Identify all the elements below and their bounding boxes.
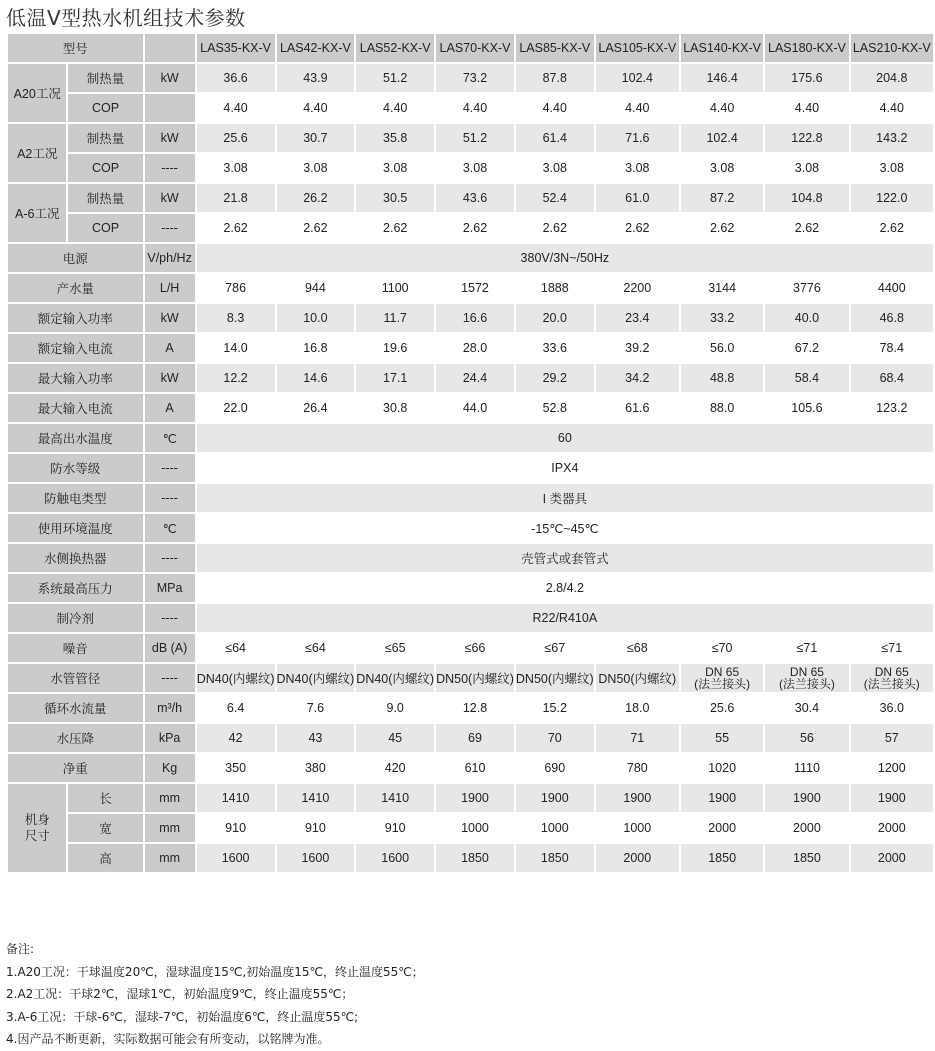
notes-section	[6, 938, 424, 1051]
value-cell: 102.4	[681, 124, 763, 152]
value-cell: 4.40	[596, 94, 679, 122]
table-row	[8, 694, 933, 722]
value-cell: 1888	[516, 274, 594, 302]
row-unit: MPa	[145, 574, 195, 602]
value-cell: 350	[197, 754, 275, 782]
model-name: LAS210-KX-V	[851, 34, 933, 62]
value-cell: 786	[197, 274, 275, 302]
value-cell: 2000	[851, 844, 933, 872]
value-cell: 42	[197, 724, 275, 752]
row-label: 额定输入电流	[8, 334, 143, 362]
merged-value-cell: R22/R410A	[197, 604, 933, 632]
row-unit: ----	[145, 544, 195, 572]
value-cell: 1850	[765, 844, 848, 872]
value-cell: 19.6	[356, 334, 434, 362]
value-cell: 33.6	[516, 334, 594, 362]
value-cell: 1900	[765, 784, 848, 812]
row-label: 最大输入功率	[8, 364, 143, 392]
value-cell: 1410	[356, 784, 434, 812]
value-cell: ≤66	[436, 634, 514, 662]
row-label: 噪音	[8, 634, 143, 662]
value-cell: DN 65 (法兰接头)	[851, 664, 933, 692]
value-cell: 7.6	[277, 694, 355, 722]
table-row	[8, 664, 933, 692]
value-cell: 40.0	[765, 304, 848, 332]
value-cell: 204.8	[851, 64, 933, 92]
value-cell: 55	[681, 724, 763, 752]
value-cell: 30.4	[765, 694, 848, 722]
value-cell: DN40(内螺纹)	[356, 664, 434, 692]
row-label: 使用环境温度	[8, 514, 143, 542]
row-unit: ----	[145, 454, 195, 482]
value-cell: 56.0	[681, 334, 763, 362]
value-cell: 26.2	[277, 184, 355, 212]
value-cell: 2000	[765, 814, 848, 842]
value-cell: 4.40	[765, 94, 848, 122]
row-unit: mm	[145, 784, 195, 812]
value-cell: 4400	[851, 274, 933, 302]
value-cell: 51.2	[356, 64, 434, 92]
merged-value-cell: 壳管式或套管式	[197, 544, 933, 572]
value-cell: 3.08	[277, 154, 355, 182]
value-cell: 3.08	[436, 154, 514, 182]
value-cell: DN 65 (法兰接头)	[681, 664, 763, 692]
value-cell: 58.4	[765, 364, 848, 392]
row-unit: Kg	[145, 754, 195, 782]
value-cell: 46.8	[851, 304, 933, 332]
row-unit: A	[145, 334, 195, 362]
value-cell: 61.0	[596, 184, 679, 212]
value-cell: 21.8	[197, 184, 275, 212]
value-cell: DN50(内螺纹)	[516, 664, 594, 692]
value-cell: ≤71	[851, 634, 933, 662]
value-cell: 1600	[277, 844, 355, 872]
model-name: LAS35-KX-V	[197, 34, 275, 62]
row-label: 额定输入功率	[8, 304, 143, 332]
row-unit: m³/h	[145, 694, 195, 722]
value-cell: 2.62	[596, 214, 679, 242]
spec-table	[6, 32, 935, 874]
row-label: 水压降	[8, 724, 143, 752]
value-cell: 4.40	[197, 94, 275, 122]
value-cell: 87.2	[681, 184, 763, 212]
row-label: 制冷剂	[8, 604, 143, 632]
value-cell: 25.6	[681, 694, 763, 722]
value-cell: 26.4	[277, 394, 355, 422]
unit-header	[145, 34, 195, 62]
value-cell: 12.8	[436, 694, 514, 722]
value-cell: 61.6	[596, 394, 679, 422]
table-row	[8, 424, 933, 452]
value-cell: 2.62	[851, 214, 933, 242]
table-row	[8, 544, 933, 572]
row-unit: kW	[145, 304, 195, 332]
value-cell: 18.0	[596, 694, 679, 722]
row-unit: kW	[145, 64, 195, 92]
value-cell: 52.4	[516, 184, 594, 212]
model-name: LAS180-KX-V	[765, 34, 848, 62]
row-label: COP	[68, 214, 142, 242]
dimensions-group-label: 机身 尺寸	[8, 784, 66, 872]
table-row	[8, 574, 933, 602]
value-cell: 1110	[765, 754, 848, 782]
value-cell: DN40(内螺纹)	[277, 664, 355, 692]
value-cell: 36.6	[197, 64, 275, 92]
value-cell: 910	[277, 814, 355, 842]
value-cell: 45	[356, 724, 434, 752]
value-cell: 2.62	[277, 214, 355, 242]
value-cell: 30.8	[356, 394, 434, 422]
value-cell: 34.2	[596, 364, 679, 392]
value-cell: 3.08	[516, 154, 594, 182]
row-unit: ℃	[145, 514, 195, 542]
row-unit: dB (A)	[145, 634, 195, 662]
row-unit: mm	[145, 844, 195, 872]
value-cell: 143.2	[851, 124, 933, 152]
table-row	[8, 244, 933, 272]
value-cell: 29.2	[516, 364, 594, 392]
value-cell: ≤64	[277, 634, 355, 662]
value-cell: 944	[277, 274, 355, 302]
value-cell: 105.6	[765, 394, 848, 422]
row-unit: ----	[145, 484, 195, 512]
value-cell: 17.1	[356, 364, 434, 392]
value-cell: 28.0	[436, 334, 514, 362]
value-cell: 36.0	[851, 694, 933, 722]
value-cell: 71	[596, 724, 679, 752]
value-cell: 22.0	[197, 394, 275, 422]
table-row	[8, 814, 933, 842]
row-label: 制热量	[68, 184, 142, 212]
table-row	[8, 274, 933, 302]
header-row	[8, 34, 933, 62]
merged-value-cell: 2.8/4.2	[197, 574, 933, 602]
table-row	[8, 94, 933, 122]
row-unit: V/ph/Hz	[145, 244, 195, 272]
table-row	[8, 214, 933, 242]
table-row	[8, 604, 933, 632]
table-row	[8, 124, 933, 152]
merged-value-cell: I 类器具	[197, 484, 933, 512]
value-cell: 3776	[765, 274, 848, 302]
value-cell: 2.62	[197, 214, 275, 242]
value-cell: ≤68	[596, 634, 679, 662]
condition-group-label: A2工况	[8, 124, 66, 182]
value-cell: 3144	[681, 274, 763, 302]
row-unit: mm	[145, 814, 195, 842]
value-cell: 3.08	[197, 154, 275, 182]
table-row	[8, 364, 933, 392]
value-cell: 1600	[356, 844, 434, 872]
value-cell: 73.2	[436, 64, 514, 92]
value-cell: 16.8	[277, 334, 355, 362]
value-cell: 15.2	[516, 694, 594, 722]
row-label: 长	[68, 784, 142, 812]
value-cell: 67.2	[765, 334, 848, 362]
value-cell: 16.6	[436, 304, 514, 332]
value-cell: 1000	[436, 814, 514, 842]
row-label: 宽	[68, 814, 142, 842]
value-cell: 69	[436, 724, 514, 752]
value-cell: 1900	[436, 784, 514, 812]
value-cell: 61.4	[516, 124, 594, 152]
value-cell: 30.7	[277, 124, 355, 152]
model-name: LAS140-KX-V	[681, 34, 763, 62]
row-unit: kW	[145, 124, 195, 152]
value-cell: 2200	[596, 274, 679, 302]
value-cell: 910	[356, 814, 434, 842]
row-label: 水管管径	[8, 664, 143, 692]
value-cell: 2000	[596, 844, 679, 872]
value-cell: 8.3	[197, 304, 275, 332]
value-cell: 122.8	[765, 124, 848, 152]
value-cell: 780	[596, 754, 679, 782]
model-name: LAS42-KX-V	[277, 34, 355, 62]
merged-value-cell: -15℃~45℃	[197, 514, 933, 542]
row-label: 水侧换热器	[8, 544, 143, 572]
value-cell: 4.40	[356, 94, 434, 122]
table-row	[8, 634, 933, 662]
row-unit	[145, 94, 195, 122]
row-label: 净重	[8, 754, 143, 782]
row-label: 制热量	[68, 64, 142, 92]
value-cell: DN40(内螺纹)	[197, 664, 275, 692]
value-cell: ≤64	[197, 634, 275, 662]
model-name: LAS52-KX-V	[356, 34, 434, 62]
value-cell: 3.08	[356, 154, 434, 182]
value-cell: 12.2	[197, 364, 275, 392]
table-row	[8, 454, 933, 482]
value-cell: ≤71	[765, 634, 848, 662]
table-row	[8, 784, 933, 812]
value-cell: 2.62	[356, 214, 434, 242]
merged-value-cell: IPX4	[197, 454, 933, 482]
value-cell: 6.4	[197, 694, 275, 722]
note-line: 4.因产品不断更新，实际数据可能会有所变动，以铭牌为准。	[6, 1032, 330, 1046]
value-cell: 68.4	[851, 364, 933, 392]
merged-value-cell: 60	[197, 424, 933, 452]
value-cell: 1100	[356, 274, 434, 302]
value-cell: 11.7	[356, 304, 434, 332]
value-cell: 1410	[197, 784, 275, 812]
value-cell: 122.0	[851, 184, 933, 212]
value-cell: 52.8	[516, 394, 594, 422]
note-line: 1.A20工况：干球温度20℃，湿球温度15℃,初始温度15℃，终止温度55℃；	[6, 964, 424, 979]
value-cell: 910	[197, 814, 275, 842]
table-row	[8, 154, 933, 182]
table-row	[8, 304, 933, 332]
value-cell: 4.40	[851, 94, 933, 122]
value-cell: 4.40	[277, 94, 355, 122]
row-unit: ℃	[145, 424, 195, 452]
value-cell: 1900	[851, 784, 933, 812]
value-cell: 88.0	[681, 394, 763, 422]
model-name: LAS70-KX-V	[436, 34, 514, 62]
table-row	[8, 844, 933, 872]
value-cell: 104.8	[765, 184, 848, 212]
note-line: 3.A-6工况：干球-6℃，湿球-7℃，初始温度6℃，终止温度55℃;	[6, 1009, 359, 1024]
value-cell: DN 65 (法兰接头)	[765, 664, 848, 692]
value-cell: 1572	[436, 274, 514, 302]
value-cell: 48.8	[681, 364, 763, 392]
value-cell: 1900	[681, 784, 763, 812]
value-cell: 70	[516, 724, 594, 752]
merged-value-cell: 380V/3N~/50Hz	[197, 244, 933, 272]
value-cell: 87.8	[516, 64, 594, 92]
table-row	[8, 394, 933, 422]
value-cell: 1900	[516, 784, 594, 812]
value-cell: 1850	[436, 844, 514, 872]
page-title: 低温V型热水机组技术参数	[6, 6, 246, 30]
row-label: 最大输入电流	[8, 394, 143, 422]
value-cell: 24.4	[436, 364, 514, 392]
row-unit: A	[145, 394, 195, 422]
value-cell: 420	[356, 754, 434, 782]
value-cell: ≤67	[516, 634, 594, 662]
value-cell: 1900	[596, 784, 679, 812]
value-cell: 2.62	[516, 214, 594, 242]
row-label: 产水量	[8, 274, 143, 302]
value-cell: 30.5	[356, 184, 434, 212]
value-cell: 71.6	[596, 124, 679, 152]
value-cell: 2.62	[765, 214, 848, 242]
value-cell: 2.62	[681, 214, 763, 242]
table-row	[8, 514, 933, 542]
value-cell: 2.62	[436, 214, 514, 242]
value-cell: 51.2	[436, 124, 514, 152]
value-cell: 56	[765, 724, 848, 752]
value-cell: 1850	[681, 844, 763, 872]
value-cell: 102.4	[596, 64, 679, 92]
value-cell: 57	[851, 724, 933, 752]
value-cell: 39.2	[596, 334, 679, 362]
model-header: 型号	[8, 34, 143, 62]
model-name: LAS105-KX-V	[596, 34, 679, 62]
value-cell: 20.0	[516, 304, 594, 332]
value-cell: DN50(内螺纹)	[436, 664, 514, 692]
value-cell: 1000	[516, 814, 594, 842]
value-cell: 3.08	[851, 154, 933, 182]
table-row	[8, 334, 933, 362]
value-cell: 23.4	[596, 304, 679, 332]
value-cell: 43	[277, 724, 355, 752]
value-cell: 123.2	[851, 394, 933, 422]
value-cell: 3.08	[596, 154, 679, 182]
value-cell: 14.6	[277, 364, 355, 392]
table-row	[8, 724, 933, 752]
row-unit: L/H	[145, 274, 195, 302]
value-cell: 14.0	[197, 334, 275, 362]
table-row	[8, 754, 933, 782]
row-unit: ----	[145, 154, 195, 182]
row-label: 系统最高压力	[8, 574, 143, 602]
value-cell: 35.8	[356, 124, 434, 152]
value-cell: 4.40	[516, 94, 594, 122]
value-cell: 1020	[681, 754, 763, 782]
value-cell: 690	[516, 754, 594, 782]
note-line: 2.A2工况：干球2℃，湿球1℃，初始温度9℃，终止温度55℃；	[6, 987, 354, 1001]
table-row	[8, 184, 933, 212]
value-cell: 43.9	[277, 64, 355, 92]
value-cell: 44.0	[436, 394, 514, 422]
row-label: 电源	[8, 244, 143, 272]
value-cell: 1850	[516, 844, 594, 872]
value-cell: 380	[277, 754, 355, 782]
value-cell: 9.0	[356, 694, 434, 722]
value-cell: ≤65	[356, 634, 434, 662]
value-cell: 78.4	[851, 334, 933, 362]
row-label: COP	[68, 154, 142, 182]
value-cell: 33.2	[681, 304, 763, 332]
value-cell: 4.40	[436, 94, 514, 122]
row-label: 制热量	[68, 124, 142, 152]
value-cell: 43.6	[436, 184, 514, 212]
row-unit: ----	[145, 214, 195, 242]
row-unit: ----	[145, 604, 195, 632]
value-cell: 1200	[851, 754, 933, 782]
value-cell: 4.40	[681, 94, 763, 122]
value-cell: 2000	[681, 814, 763, 842]
value-cell: 3.08	[765, 154, 848, 182]
row-label: 防触电类型	[8, 484, 143, 512]
value-cell: 1410	[277, 784, 355, 812]
value-cell: 610	[436, 754, 514, 782]
value-cell: 1600	[197, 844, 275, 872]
row-label: 高	[68, 844, 142, 872]
table-row	[8, 484, 933, 512]
row-unit: kW	[145, 184, 195, 212]
value-cell: 1000	[596, 814, 679, 842]
row-label: COP	[68, 94, 142, 122]
row-label: 防水等级	[8, 454, 143, 482]
value-cell: 25.6	[197, 124, 275, 152]
value-cell: 146.4	[681, 64, 763, 92]
condition-group-label: A20工况	[8, 64, 66, 122]
value-cell: 175.6	[765, 64, 848, 92]
row-unit: kW	[145, 364, 195, 392]
row-unit: ----	[145, 664, 195, 692]
value-cell: 2000	[851, 814, 933, 842]
condition-group-label: A-6工况	[8, 184, 66, 242]
model-name: LAS85-KX-V	[516, 34, 594, 62]
value-cell: 3.08	[681, 154, 763, 182]
row-label: 循环水流量	[8, 694, 143, 722]
table-row	[8, 64, 933, 92]
value-cell: ≤70	[681, 634, 763, 662]
notes-heading: 备注:	[6, 942, 35, 956]
value-cell: 10.0	[277, 304, 355, 332]
value-cell: DN50(内螺纹)	[596, 664, 679, 692]
row-label: 最高出水温度	[8, 424, 143, 452]
row-unit: kPa	[145, 724, 195, 752]
